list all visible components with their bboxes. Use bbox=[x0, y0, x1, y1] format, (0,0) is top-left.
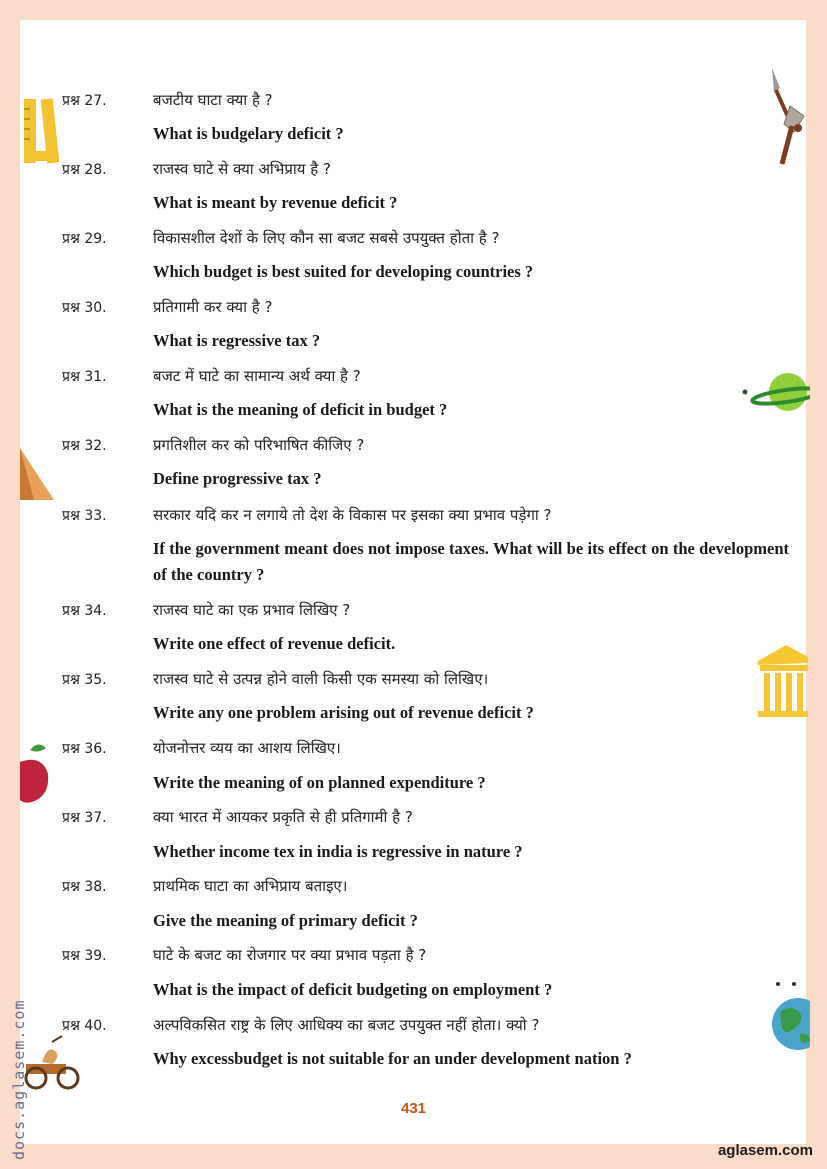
question-number: प्रश्न 36. bbox=[62, 741, 107, 757]
question-english: Write any one problem arising out of revenue deficit ? bbox=[153, 703, 534, 722]
question-hindi: प्रतिगामी कर क्या है ? bbox=[153, 298, 273, 316]
question-hindi: अल्पविकसित राष्ट्र के लिए आधिक्य का बजट उपयुक्त नहीं होता। क्यो ? bbox=[153, 1016, 540, 1034]
question-english: Give the meaning of primary deficit ? bbox=[153, 911, 418, 930]
question-hindi: योजनोत्तर व्यय का आशय लिखिए। bbox=[153, 739, 341, 757]
brand-footer[interactable]: aglasem.com bbox=[717, 1142, 813, 1159]
cart-wheel-icon bbox=[22, 1034, 82, 1092]
question-number: प्रश्न 39. bbox=[62, 948, 107, 964]
apple-icon bbox=[20, 740, 52, 804]
question-number: प्रश्न 38. bbox=[62, 879, 107, 895]
question-number: प्रश्न 33. bbox=[62, 508, 107, 524]
question-number: प्रश्न 28. bbox=[62, 162, 107, 178]
question-english: Which budget is best suited for developing countries ? bbox=[153, 262, 534, 281]
page-number: 431 bbox=[400, 1100, 427, 1117]
pyramid-icon bbox=[20, 442, 56, 502]
question-hindi: सरकार यदि कर न लगाये तो देश के विकास पर इसका क्या प्रभाव पड़ेगा ? bbox=[153, 506, 552, 524]
question-hindi: विकासशील देशों के लिए कौन सा बजट सबसे उपयुक्त होता है ? bbox=[153, 229, 500, 247]
question-number: प्रश्न 35. bbox=[62, 672, 107, 688]
question-english: Whether income tex in india is regressive in nature ? bbox=[153, 842, 523, 861]
question-english: What is budgelary deficit ? bbox=[153, 124, 344, 143]
question-english: What is the impact of deficit budgeting on employment ? bbox=[153, 980, 553, 999]
question-english: What is regressive tax ? bbox=[153, 331, 321, 350]
question-english: Write the meaning of on planned expenditure ? bbox=[153, 773, 486, 792]
question-hindi: क्या भारत में आयकर प्रकृति से ही प्रतिगामी है ? bbox=[153, 808, 413, 826]
question-number: प्रश्न 27. bbox=[62, 93, 107, 109]
question-number: प्रश्न 34. bbox=[62, 603, 107, 619]
question-hindi: घाटे के बजट का रोजगार पर क्या प्रभाव पड़ता है ? bbox=[153, 946, 427, 964]
question-hindi: प्राथमिक घाटा का अभिप्राय बताइए। bbox=[153, 877, 348, 895]
question-english: Why excessbudget is not suitable for an under development nation ? bbox=[153, 1049, 632, 1068]
question-english: What is meant by revenue deficit ? bbox=[153, 193, 398, 212]
ruler-icon bbox=[20, 95, 60, 167]
question-hindi: राजस्व घाटे से क्या अभिप्राय है ? bbox=[153, 160, 331, 178]
question-hindi: बजटीय घाटा क्या है ? bbox=[153, 91, 273, 109]
spear-tool-icon bbox=[764, 66, 812, 168]
question-number: प्रश्न 30. bbox=[62, 300, 107, 316]
question-english: Define progressive tax ? bbox=[153, 469, 322, 488]
question-english: If the government meant does not impose taxes. What will be its effect on the development of the country ? bbox=[153, 539, 789, 584]
question-number: प्रश्न 29. bbox=[62, 231, 107, 247]
question-english: What is the meaning of deficit in budget ? bbox=[153, 400, 448, 419]
side-watermark: docs.aglasem.com bbox=[10, 999, 28, 1160]
question-english: Write one effect of revenue deficit. bbox=[153, 634, 396, 653]
question-hindi: प्रगतिशील कर को परिभाषित कीजिए ? bbox=[153, 436, 365, 454]
question-number: प्रश्न 40. bbox=[62, 1018, 107, 1034]
question-hindi: राजस्व घाटे से उत्पन्न होने वाली किसी एक समस्या को लिखिए। bbox=[153, 670, 489, 688]
question-number: प्रश्न 31. bbox=[62, 369, 107, 385]
question-hindi: बजट में घाटे का सामान्य अर्थ क्या है ? bbox=[153, 367, 361, 385]
question-number: प्रश्न 32. bbox=[62, 438, 107, 454]
question-number: प्रश्न 37. bbox=[62, 810, 107, 826]
question-hindi: राजस्व घाटे का एक प्रभाव लिखिए ? bbox=[153, 601, 351, 619]
